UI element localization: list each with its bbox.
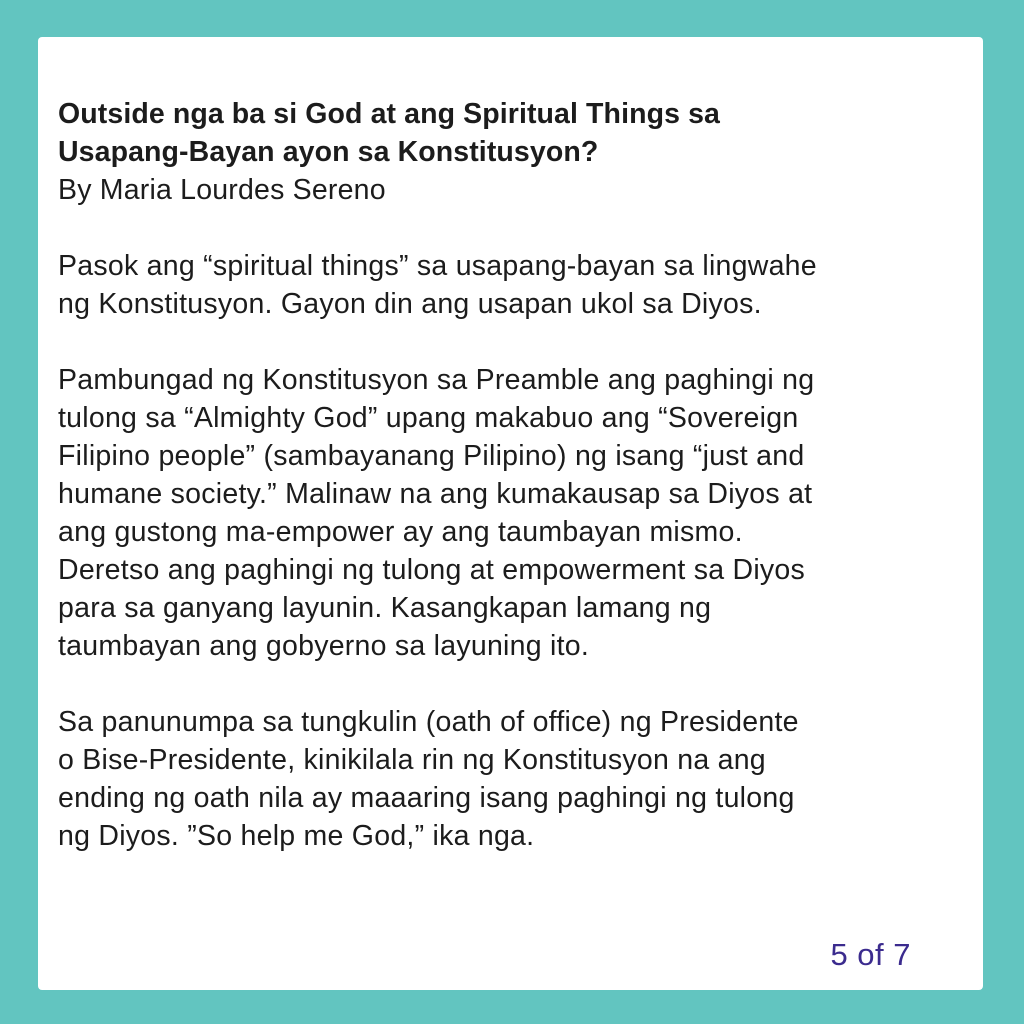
text-line: para sa ganyang layunin. Kasangkapan lamang ng	[58, 592, 712, 624]
title-line: Usapang-Bayan ayon sa Konstitusyon?	[58, 136, 599, 168]
paragraph-1	[58, 247, 963, 323]
text-line: ng Konstitusyon. Gayon din ang usapan ukol sa Diyos.	[58, 288, 762, 320]
text-line: Pasok ang “spiritual things” sa usapang-bayan sa lingwahe	[58, 250, 817, 282]
text-line: Sa panunumpa sa tungkulin (oath of office) ng Presidente	[58, 706, 799, 738]
text-line: Deretso ang paghingi ng tulong at empowerment sa Diyos	[58, 554, 806, 586]
content-card	[38, 37, 983, 990]
text-line: ang gustong ma-empower ay ang taumbayan mismo.	[58, 516, 743, 548]
text-line: Pambungad ng Konstitusyon sa Preamble ang paghingi ng	[58, 364, 815, 396]
text-line: tulong sa “Almighty God” upang makabuo ang “Sovereign	[58, 402, 799, 434]
paragraph-2	[58, 361, 963, 665]
paragraph-3	[58, 703, 963, 855]
text-line: ng Diyos. ”So help me God,” ika nga.	[58, 820, 535, 852]
text-line: o Bise-Presidente, kinikilala rin ng Konstitusyon na ang	[58, 744, 766, 776]
page-indicator: 5 of 7	[830, 937, 911, 972]
text-line: humane society.” Malinaw na ang kumakausap sa Diyos at	[58, 478, 813, 510]
article-byline: By Maria Lourdes Sereno	[58, 174, 386, 206]
title-line: Outside nga ba si God at ang Spiritual Things sa	[58, 98, 720, 130]
text-line: taumbayan ang gobyerno sa layuning ito.	[58, 630, 590, 662]
text-line: Filipino people” (sambayanang Pilipino) ng isang “just and	[58, 440, 805, 472]
article-title	[58, 95, 963, 171]
text-line: ending ng oath nila ay maaaring isang paghingi ng tulong	[58, 782, 795, 814]
